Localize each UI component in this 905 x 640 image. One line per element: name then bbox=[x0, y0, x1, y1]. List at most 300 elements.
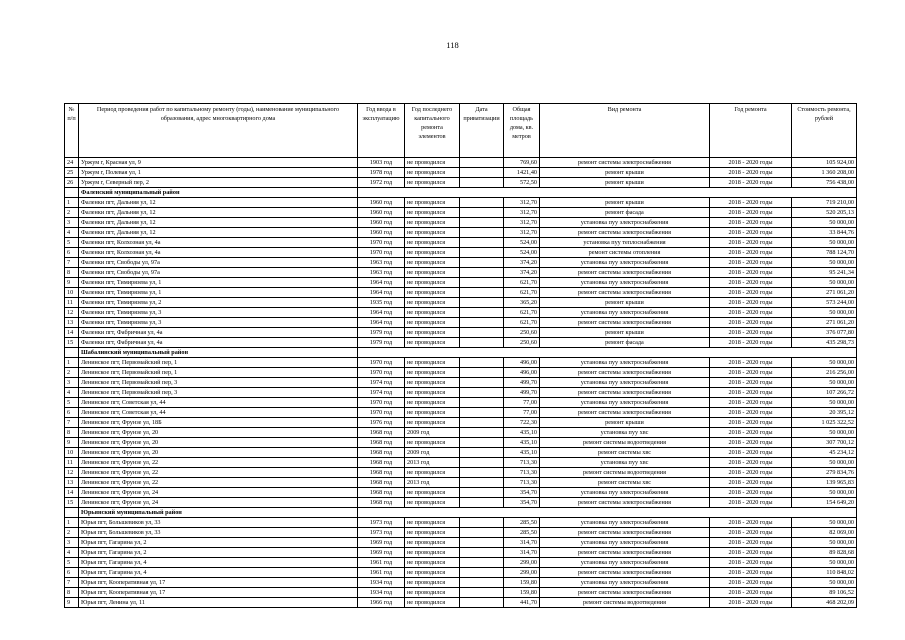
row-address: Фаленки пгт, Тимирязева ул, 2 bbox=[79, 298, 358, 308]
section-num-cell bbox=[65, 348, 79, 358]
row-year-built: 1966 год bbox=[358, 598, 405, 608]
table-row bbox=[65, 228, 857, 238]
row-repair-year: 2018 - 2020 годы bbox=[710, 578, 792, 588]
row-cost: 50 000,00 bbox=[792, 308, 857, 318]
row-year-built: 1960 год bbox=[358, 198, 405, 208]
row-repair-type: ремонт фасада bbox=[540, 208, 710, 218]
row-privatization bbox=[460, 438, 504, 448]
row-area: 312,70 bbox=[504, 208, 540, 218]
row-last-repair: не проводился bbox=[405, 328, 460, 338]
row-year-built: 1974 год bbox=[358, 388, 405, 398]
row-last-repair: не проводился bbox=[405, 488, 460, 498]
row-year-built: 1970 год bbox=[358, 408, 405, 418]
row-repair-year: 2018 - 2020 годы bbox=[710, 448, 792, 458]
row-repair-year: 2018 - 2020 годы bbox=[710, 328, 792, 338]
row-privatization bbox=[460, 218, 504, 228]
table-row bbox=[65, 238, 857, 248]
row-repair-type: ремонт системы электроснабжения bbox=[540, 368, 710, 378]
row-year-built: 1968 год bbox=[358, 458, 405, 468]
row-privatization bbox=[460, 388, 504, 398]
table-row bbox=[65, 378, 857, 388]
row-repair-year: 2018 - 2020 годы bbox=[710, 288, 792, 298]
row-cost: 468 202,09 bbox=[792, 598, 857, 608]
row-cost: 33 844,76 bbox=[792, 228, 857, 238]
row-area: 713,30 bbox=[504, 468, 540, 478]
row-privatization bbox=[460, 258, 504, 268]
row-num: 25 bbox=[65, 168, 79, 178]
row-area: 312,70 bbox=[504, 198, 540, 208]
row-num: 4 bbox=[65, 388, 79, 398]
row-repair-year: 2018 - 2020 годы bbox=[710, 418, 792, 428]
row-area: 314,70 bbox=[504, 538, 540, 548]
table-row bbox=[65, 198, 857, 208]
row-repair-type: установка пуу электроснабжения bbox=[540, 578, 710, 588]
header-cost: Стоимость ремонта, рублей bbox=[792, 104, 857, 158]
row-last-repair: не проводился bbox=[405, 548, 460, 558]
row-repair-type: ремонт системы водоотведения bbox=[540, 598, 710, 608]
row-repair-type: ремонт системы хвс bbox=[540, 448, 710, 458]
row-cost: 376 077,80 bbox=[792, 328, 857, 338]
row-year-built: 1960 год bbox=[358, 228, 405, 238]
row-area: 499,70 bbox=[504, 378, 540, 388]
section-num-cell bbox=[65, 188, 79, 198]
row-cost: 271 061,20 bbox=[792, 288, 857, 298]
row-repair-year: 2018 - 2020 годы bbox=[710, 258, 792, 268]
header-address: Период проведения работ по капитальному ремонту (годы), наименование муниципального образования, адрес многоквартирного дома bbox=[79, 104, 358, 158]
table-row bbox=[65, 278, 857, 288]
row-area: 524,00 bbox=[504, 238, 540, 248]
row-repair-year: 2018 - 2020 годы bbox=[710, 498, 792, 508]
row-year-built: 1903 год bbox=[358, 158, 405, 168]
row-num: 3 bbox=[65, 218, 79, 228]
row-privatization bbox=[460, 248, 504, 258]
row-last-repair: не проводился bbox=[405, 598, 460, 608]
table-row bbox=[65, 268, 857, 278]
row-address: Ленинское пгт, Фрунзе ул, 20 bbox=[79, 448, 358, 458]
row-repair-type: установка пуу теплоснабжения bbox=[540, 238, 710, 248]
row-repair-year: 2018 - 2020 годы bbox=[710, 158, 792, 168]
row-year-built: 1969 год bbox=[358, 548, 405, 558]
row-address: Ленинское пгт, Фрунзе ул, 24 bbox=[79, 488, 358, 498]
row-address: Юрья пгт, Кооперативная ул, 17 bbox=[79, 578, 358, 588]
row-repair-year: 2018 - 2020 годы bbox=[710, 478, 792, 488]
row-repair-year: 2018 - 2020 годы bbox=[710, 458, 792, 468]
row-last-repair: не проводился bbox=[405, 168, 460, 178]
row-repair-type: ремонт системы электроснабжения bbox=[540, 288, 710, 298]
row-address: Фаленки пгт, Тимирязева ул, 3 bbox=[79, 318, 358, 328]
row-last-repair: не проводился bbox=[405, 208, 460, 218]
row-privatization bbox=[460, 288, 504, 298]
row-area: 285,50 bbox=[504, 528, 540, 538]
table-row bbox=[65, 448, 857, 458]
row-address: Ленинское пгт, Советская ул, 44 bbox=[79, 398, 358, 408]
row-last-repair: не проводился bbox=[405, 358, 460, 368]
row-repair-type: ремонт системы электроснабжения bbox=[540, 388, 710, 398]
row-address: Юрья пгт, Гагарина ул, 4 bbox=[79, 558, 358, 568]
table-row bbox=[65, 398, 857, 408]
row-num: 5 bbox=[65, 398, 79, 408]
row-cost: 50 000,00 bbox=[792, 578, 857, 588]
row-area: 435,10 bbox=[504, 438, 540, 448]
row-year-built: 1934 год bbox=[358, 588, 405, 598]
row-repair-year: 2018 - 2020 годы bbox=[710, 588, 792, 598]
row-repair-type: ремонт крыши bbox=[540, 328, 710, 338]
row-repair-type: ремонт системы электроснабжения bbox=[540, 568, 710, 578]
row-last-repair: не проводился bbox=[405, 338, 460, 348]
row-repair-year: 2018 - 2020 годы bbox=[710, 338, 792, 348]
repair-register-table bbox=[64, 103, 857, 608]
row-repair-year: 2018 - 2020 годы bbox=[710, 408, 792, 418]
row-repair-year: 2018 - 2020 годы bbox=[710, 318, 792, 328]
row-area: 621,70 bbox=[504, 288, 540, 298]
row-repair-year: 2018 - 2020 годы bbox=[710, 358, 792, 368]
table-row bbox=[65, 158, 857, 168]
row-cost: 50 000,00 bbox=[792, 488, 857, 498]
section-row bbox=[65, 348, 857, 358]
row-num: 24 bbox=[65, 158, 79, 168]
row-last-repair: не проводился bbox=[405, 558, 460, 568]
header-year-built: Год ввода в эксплуатацию bbox=[358, 104, 405, 158]
row-repair-year: 2018 - 2020 годы bbox=[710, 398, 792, 408]
row-year-built: 1970 год bbox=[358, 248, 405, 258]
row-address: Ленинское пгт, Фрунзе ул, 20 bbox=[79, 438, 358, 448]
row-year-built: 1970 год bbox=[358, 238, 405, 248]
row-privatization bbox=[460, 358, 504, 368]
row-privatization bbox=[460, 598, 504, 608]
row-num: 1 bbox=[65, 358, 79, 368]
table-row bbox=[65, 488, 857, 498]
row-repair-year: 2018 - 2020 годы bbox=[710, 568, 792, 578]
row-area: 499,70 bbox=[504, 388, 540, 398]
row-area: 722,30 bbox=[504, 418, 540, 428]
row-num: 1 bbox=[65, 518, 79, 528]
row-cost: 50 000,00 bbox=[792, 378, 857, 388]
row-repair-year: 2018 - 2020 годы bbox=[710, 528, 792, 538]
row-num: 7 bbox=[65, 418, 79, 428]
row-area: 769,60 bbox=[504, 158, 540, 168]
row-last-repair: не проводился bbox=[405, 438, 460, 448]
row-cost: 216 256,00 bbox=[792, 368, 857, 378]
row-num: 8 bbox=[65, 428, 79, 438]
row-num: 11 bbox=[65, 458, 79, 468]
row-repair-type: ремонт системы электроснабжения bbox=[540, 228, 710, 238]
row-privatization bbox=[460, 298, 504, 308]
section-row bbox=[65, 508, 857, 518]
row-privatization bbox=[460, 578, 504, 588]
row-num: 4 bbox=[65, 228, 79, 238]
row-cost: 1 360 208,00 bbox=[792, 168, 857, 178]
row-last-repair: не проводился bbox=[405, 218, 460, 228]
table-row bbox=[65, 388, 857, 398]
row-repair-year: 2018 - 2020 годы bbox=[710, 228, 792, 238]
row-cost: 50 000,00 bbox=[792, 258, 857, 268]
row-repair-year: 2018 - 2020 годы bbox=[710, 598, 792, 608]
row-area: 354,70 bbox=[504, 488, 540, 498]
header-repair-year: Год ремонта bbox=[710, 104, 792, 158]
table-row bbox=[65, 498, 857, 508]
row-privatization bbox=[460, 268, 504, 278]
row-last-repair: не проводился bbox=[405, 368, 460, 378]
row-year-built: 1979 год bbox=[358, 328, 405, 338]
page-number: 118 bbox=[446, 40, 459, 50]
row-cost: 107 266,72 bbox=[792, 388, 857, 398]
row-num: 10 bbox=[65, 448, 79, 458]
row-repair-type: ремонт системы отопления bbox=[540, 248, 710, 258]
row-num: 7 bbox=[65, 258, 79, 268]
header-last-repair: Год последнего капитального ремонта элементов bbox=[405, 104, 460, 158]
row-address: Фаленки пгт, Свободы ул, 97а bbox=[79, 268, 358, 278]
table-row bbox=[65, 218, 857, 228]
row-year-built: 1960 год bbox=[358, 208, 405, 218]
row-num: 4 bbox=[65, 548, 79, 558]
row-address: Фаленки пгт, Тимирязева ул, 3 bbox=[79, 308, 358, 318]
table-row bbox=[65, 418, 857, 428]
row-repair-year: 2018 - 2020 годы bbox=[710, 198, 792, 208]
section-title: Шабалинский муниципальный район bbox=[79, 348, 358, 358]
row-cost: 139 965,83 bbox=[792, 478, 857, 488]
row-num: 2 bbox=[65, 368, 79, 378]
row-last-repair: не проводился bbox=[405, 528, 460, 538]
row-cost: 105 924,00 bbox=[792, 158, 857, 168]
row-area: 312,70 bbox=[504, 218, 540, 228]
row-privatization bbox=[460, 418, 504, 428]
row-num: 9 bbox=[65, 438, 79, 448]
row-cost: 45 234,12 bbox=[792, 448, 857, 458]
row-num: 1 bbox=[65, 198, 79, 208]
row-num: 2 bbox=[65, 528, 79, 538]
row-year-built: 1969 год bbox=[358, 538, 405, 548]
row-year-built: 1961 год bbox=[358, 558, 405, 568]
row-last-repair: не проводился bbox=[405, 158, 460, 168]
row-num: 5 bbox=[65, 238, 79, 248]
row-privatization bbox=[460, 538, 504, 548]
row-privatization bbox=[460, 588, 504, 598]
row-last-repair: не проводился bbox=[405, 568, 460, 578]
row-num: 6 bbox=[65, 248, 79, 258]
table-row bbox=[65, 338, 857, 348]
row-privatization bbox=[460, 498, 504, 508]
row-repair-type: ремонт крыши bbox=[540, 178, 710, 188]
table-row bbox=[65, 318, 857, 328]
row-cost: 520 205,13 bbox=[792, 208, 857, 218]
row-address: Юрья пгт, Гагарина ул, 2 bbox=[79, 538, 358, 548]
row-last-repair: 2009 год bbox=[405, 448, 460, 458]
row-repair-year: 2018 - 2020 годы bbox=[710, 378, 792, 388]
row-year-built: 1964 год bbox=[358, 288, 405, 298]
row-area: 365,20 bbox=[504, 298, 540, 308]
row-address: Юрья пгт, Большевиков ул, 33 bbox=[79, 528, 358, 538]
row-year-built: 1979 год bbox=[358, 338, 405, 348]
row-area: 496,00 bbox=[504, 368, 540, 378]
row-last-repair: не проводился bbox=[405, 518, 460, 528]
row-privatization bbox=[460, 428, 504, 438]
row-privatization bbox=[460, 278, 504, 288]
row-last-repair: не проводился bbox=[405, 408, 460, 418]
row-area: 299,00 bbox=[504, 568, 540, 578]
row-last-repair: не проводился bbox=[405, 268, 460, 278]
row-area: 621,70 bbox=[504, 318, 540, 328]
row-address: Фаленки пгт, Свободы ул, 97а bbox=[79, 258, 358, 268]
row-area: 77,00 bbox=[504, 398, 540, 408]
row-year-built: 1970 год bbox=[358, 358, 405, 368]
row-num: 8 bbox=[65, 588, 79, 598]
row-year-built: 1976 год bbox=[358, 418, 405, 428]
row-address: Ленинское пгт, Фрунзе ул, 24 bbox=[79, 498, 358, 508]
table-row bbox=[65, 208, 857, 218]
row-repair-year: 2018 - 2020 годы bbox=[710, 278, 792, 288]
row-year-built: 1968 год bbox=[358, 448, 405, 458]
row-address: Фаленки пгт, Дальняя ул, 12 bbox=[79, 198, 358, 208]
table-row bbox=[65, 538, 857, 548]
row-repair-type: ремонт системы электроснабжения bbox=[540, 548, 710, 558]
row-privatization bbox=[460, 458, 504, 468]
row-repair-type: установка пуу электроснабжения bbox=[540, 378, 710, 388]
row-address: Ленинское пгт, Первомайский пер, 3 bbox=[79, 378, 358, 388]
row-address: Уржум г, Полевая ул, 1 bbox=[79, 168, 358, 178]
row-repair-type: установка пуу электроснабжения bbox=[540, 218, 710, 228]
row-num: 8 bbox=[65, 268, 79, 278]
table-row bbox=[65, 548, 857, 558]
row-repair-type: ремонт системы электроснабжения bbox=[540, 408, 710, 418]
row-num: 2 bbox=[65, 208, 79, 218]
row-year-built: 1935 год bbox=[358, 298, 405, 308]
row-cost: 89 106,52 bbox=[792, 588, 857, 598]
section-empty-cell bbox=[358, 348, 857, 358]
row-last-repair: не проводился bbox=[405, 278, 460, 288]
row-cost: 50 000,00 bbox=[792, 238, 857, 248]
row-last-repair: 2009 год bbox=[405, 428, 460, 438]
row-area: 496,00 bbox=[504, 358, 540, 368]
row-privatization bbox=[460, 398, 504, 408]
row-address: Юрья пгт, Кооперативная ул, 17 bbox=[79, 588, 358, 598]
table-row bbox=[65, 428, 857, 438]
section-empty-cell bbox=[358, 188, 857, 198]
row-last-repair: не проводился bbox=[405, 398, 460, 408]
table-row bbox=[65, 518, 857, 528]
row-privatization bbox=[460, 528, 504, 538]
row-year-built: 1970 год bbox=[358, 398, 405, 408]
section-row bbox=[65, 188, 857, 198]
row-area: 441,70 bbox=[504, 598, 540, 608]
row-last-repair: не проводился bbox=[405, 418, 460, 428]
row-repair-year: 2018 - 2020 годы bbox=[710, 538, 792, 548]
row-cost: 154 649,20 bbox=[792, 498, 857, 508]
row-cost: 756 438,00 bbox=[792, 178, 857, 188]
row-repair-year: 2018 - 2020 годы bbox=[710, 218, 792, 228]
row-privatization bbox=[460, 568, 504, 578]
table-row bbox=[65, 588, 857, 598]
row-num: 6 bbox=[65, 408, 79, 418]
row-year-built: 1964 год bbox=[358, 278, 405, 288]
table-row bbox=[65, 578, 857, 588]
row-last-repair: 2013 год bbox=[405, 458, 460, 468]
row-cost: 50 000,00 bbox=[792, 538, 857, 548]
row-address: Фаленки пгт, Фабричная ул, 4а bbox=[79, 328, 358, 338]
row-year-built: 1978 год bbox=[358, 168, 405, 178]
table-row bbox=[65, 368, 857, 378]
row-repair-type: установка пуу электроснабжения bbox=[540, 278, 710, 288]
row-year-built: 1968 год bbox=[358, 498, 405, 508]
row-address: Юрья пгт, Гагарина ул, 4 bbox=[79, 568, 358, 578]
row-repair-year: 2018 - 2020 годы bbox=[710, 548, 792, 558]
section-title: Фаленский муниципальный район bbox=[79, 188, 358, 198]
row-address: Ленинское пгт, Фрунзе ул, 18Б bbox=[79, 418, 358, 428]
row-repair-year: 2018 - 2020 годы bbox=[710, 178, 792, 188]
row-last-repair: не проводился bbox=[405, 258, 460, 268]
row-last-repair: 2013 год bbox=[405, 478, 460, 488]
row-address: Ленинское пгт, Первомайский пер, 1 bbox=[79, 368, 358, 378]
row-last-repair: не проводился bbox=[405, 298, 460, 308]
row-num: 15 bbox=[65, 498, 79, 508]
row-year-built: 1972 год bbox=[358, 178, 405, 188]
row-area: 621,70 bbox=[504, 308, 540, 318]
row-address: Ленинское пгт, Первомайский пер, 3 bbox=[79, 388, 358, 398]
row-privatization bbox=[460, 168, 504, 178]
row-address: Ленинское пгт, Фрунзе ул, 20 bbox=[79, 428, 358, 438]
header-privatization: Дата приватизации bbox=[460, 104, 504, 158]
row-area: 159,80 bbox=[504, 578, 540, 588]
row-repair-year: 2018 - 2020 годы bbox=[710, 168, 792, 178]
row-privatization bbox=[460, 198, 504, 208]
row-privatization bbox=[460, 238, 504, 248]
row-privatization bbox=[460, 558, 504, 568]
row-area: 713,30 bbox=[504, 458, 540, 468]
row-last-repair: не проводился bbox=[405, 578, 460, 588]
row-repair-type: установка пуу электроснабжения bbox=[540, 538, 710, 548]
row-address: Фаленки пгт, Колхозная ул, 4а bbox=[79, 248, 358, 258]
row-last-repair: не проводился bbox=[405, 248, 460, 258]
table-row bbox=[65, 178, 857, 188]
row-num: 7 bbox=[65, 578, 79, 588]
table-row bbox=[65, 528, 857, 538]
row-cost: 719 210,00 bbox=[792, 198, 857, 208]
row-cost: 20 395,12 bbox=[792, 408, 857, 418]
row-cost: 50 000,00 bbox=[792, 398, 857, 408]
row-last-repair: не проводился bbox=[405, 288, 460, 298]
row-last-repair: не проводился bbox=[405, 238, 460, 248]
row-repair-year: 2018 - 2020 годы bbox=[710, 438, 792, 448]
row-privatization bbox=[460, 368, 504, 378]
row-area: 621,70 bbox=[504, 278, 540, 288]
row-area: 374,20 bbox=[504, 258, 540, 268]
row-privatization bbox=[460, 158, 504, 168]
row-year-built: 1961 год bbox=[358, 568, 405, 578]
row-last-repair: не проводился bbox=[405, 228, 460, 238]
row-area: 250,60 bbox=[504, 338, 540, 348]
row-cost: 435 298,73 bbox=[792, 338, 857, 348]
row-year-built: 1970 год bbox=[358, 368, 405, 378]
row-privatization bbox=[460, 488, 504, 498]
row-num: 26 bbox=[65, 178, 79, 188]
row-area: 435,10 bbox=[504, 448, 540, 458]
row-address: Фаленки пгт, Колхозная ул, 4а bbox=[79, 238, 358, 248]
row-privatization bbox=[460, 338, 504, 348]
row-cost: 50 000,00 bbox=[792, 518, 857, 528]
row-area: 435,10 bbox=[504, 428, 540, 438]
row-year-built: 1968 год bbox=[358, 468, 405, 478]
row-year-built: 1964 год bbox=[358, 318, 405, 328]
row-address: Фаленки пгт, Тимирязева ул, 1 bbox=[79, 278, 358, 288]
row-repair-type: ремонт крыши bbox=[540, 168, 710, 178]
table-row bbox=[65, 568, 857, 578]
row-last-repair: не проводился bbox=[405, 468, 460, 478]
row-repair-type: ремонт системы электроснабжения bbox=[540, 268, 710, 278]
row-repair-type: установка пуу электроснабжения bbox=[540, 518, 710, 528]
row-privatization bbox=[460, 478, 504, 488]
row-privatization bbox=[460, 318, 504, 328]
row-area: 250,60 bbox=[504, 328, 540, 338]
row-last-repair: не проводился bbox=[405, 198, 460, 208]
